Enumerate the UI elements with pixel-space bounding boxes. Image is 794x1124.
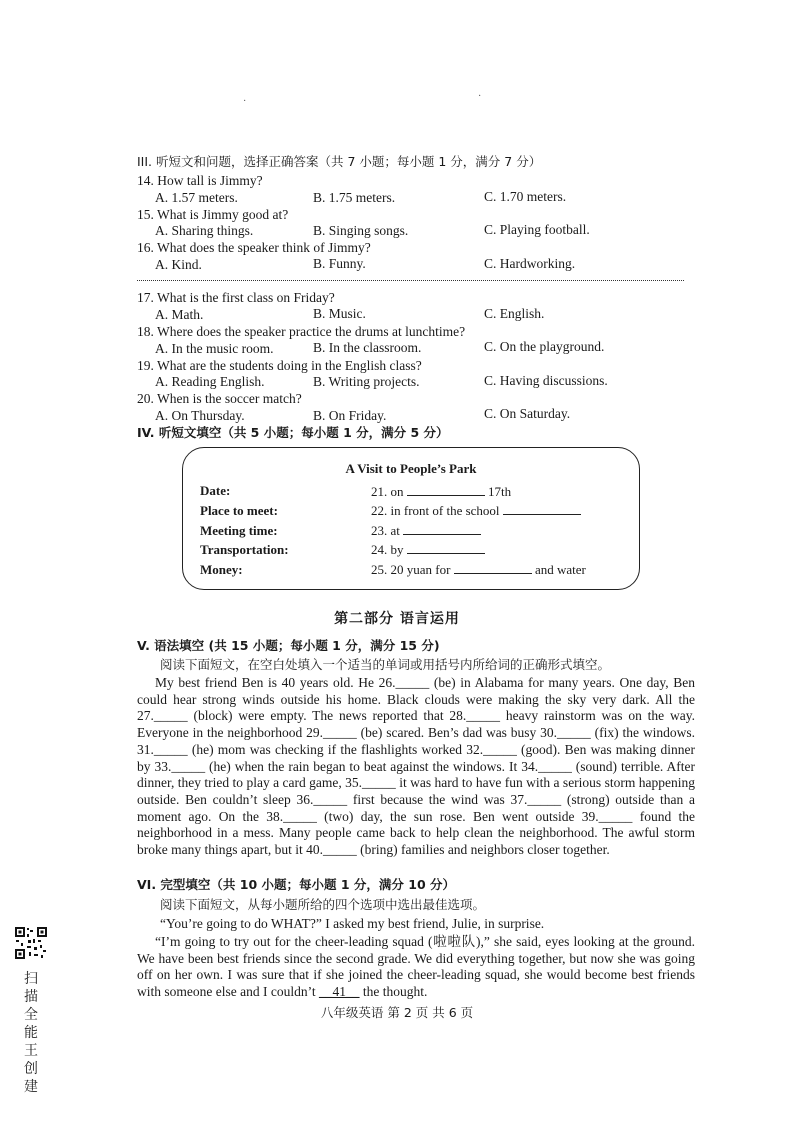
option-b: B. Singing songs. — [313, 223, 409, 238]
option-b: B. On Friday. — [313, 408, 387, 423]
box-heading: A Visit to People’s Park — [345, 461, 477, 476]
option-c: C. On the playground. — [484, 339, 605, 354]
label-transportation: Transportation: — [200, 542, 289, 557]
question-20: 20. When is the soccer match? — [137, 391, 302, 406]
question-15: 15. What is Jimmy good at? — [137, 207, 289, 222]
option-c: C. Playing football. — [484, 222, 590, 237]
label-money: Money: — [200, 562, 243, 577]
option-c: C. English. — [484, 306, 545, 321]
option-c: C. 1.70 meters. — [484, 189, 567, 204]
section5-instruction: 阅读下面短文，在空白处填入一个适当的单词或用括号内所给词的正确形式填空。 — [160, 657, 611, 672]
scanner-watermark: 扫描全能王 创建 — [24, 971, 38, 1095]
cloze-paragraph-2: “I’m going to try out for the cheer-leading squad (啦啦队),” she said, eyes looking at the ground. We have been best friends since the second grade. We did everything together, but now she was going off on her own. I was sure that if she joined the cheer-leading squad, she would become best friends with someone else and I couldn’t __41__ the thought. — [137, 934, 695, 1000]
grammar-passage: My best friend Ben is 40 years old. He 26._____ (be) in Alabama for many years. One day, Ben could hear strong winds outside his home. Black clouds were making the sky very dark. All the 27._____ (block) were empty. The news reported that 28._____ heavy rainstorm was on the way. Everyone in the neighborhood 29._____ (be) scared. Ben’s dad was busy 30._____ (fix) the windows. 31._____ (he) mom was checking if the flashlights worked 32._____ (good). Ben was making dinner by 33._____ (he) when the rain began to beat against the windows. It 34._____ (sound) terrible. After dinner, they tried to play a card game, 35._____ it was hard to have fun with a serious storm happening outside. Ben couldn’t sleep 36._____ first because the wind was 37._____ (strong) outside than a moment ago. On the 38._____ (two) day, the sun rose. Ben went outside 39._____ found the neighborhood in a mess. Many people came back to help clean the neighborhood. The awful storm broke many things apart, but it 40._____ (bring) families and neighbors closer together. — [137, 675, 695, 858]
dotted-divider — [137, 280, 684, 281]
question-16: 16. What does the speaker think of Jimmy? — [137, 240, 371, 255]
blank-23: 23. at — [371, 522, 481, 539]
option-a: A. Kind. — [155, 257, 202, 272]
blank-24: 24. by — [371, 541, 485, 558]
option-a: A. Sharing things. — [155, 223, 254, 238]
option-a: A. 1.57 meters. — [155, 190, 238, 205]
cloze-paragraph-1: “You’re going to do WHAT?” I asked my best friend, Julie, in surprise. — [160, 916, 545, 931]
answer-line — [503, 502, 581, 515]
option-b: B. Writing projects. — [313, 374, 420, 389]
page-footer: 八年级英语 第 2 页 共 6 页 — [320, 1005, 474, 1020]
question-18: 18. Where does the speaker practice the drums at lunchtime? — [137, 324, 466, 339]
section4-title: IV. 听短文填空（共 5 小题；每小题 1 分，满分 5 分） — [137, 425, 449, 440]
answer-line — [407, 541, 485, 554]
option-a: A. Math. — [155, 307, 204, 322]
section6-instruction: 阅读下面短文，从每小题所给的四个选项中选出最佳选项。 — [160, 897, 486, 912]
label-place: Place to meet: — [200, 503, 278, 518]
scan-speck: · — [243, 96, 247, 107]
option-a: A. Reading English. — [155, 374, 265, 389]
question-14: 14. How tall is Jimmy? — [137, 173, 263, 188]
option-c: C. Having discussions. — [484, 373, 608, 388]
blank-21: 21. on 17th — [371, 484, 512, 499]
option-b: B. In the classroom. — [313, 340, 422, 355]
section3-title: III. 听短文和问题，选择正确答案（共 7 小题；每小题 1 分，满分 7 分） — [137, 154, 542, 169]
option-a: A. On Thursday. — [155, 408, 245, 423]
blank-25: 25. 20 yuan for and water — [371, 562, 586, 577]
question-19: 19. What are the students doing in the English class? — [137, 358, 422, 373]
answer-line — [403, 522, 481, 535]
option-b: B. Funny. — [313, 256, 366, 271]
option-b: B. 1.75 meters. — [313, 190, 396, 205]
option-a: A. In the music room. — [155, 341, 274, 356]
section5-title: V. 语法填空 (共 15 小题；每小题 1 分，满分 15 分) — [137, 638, 440, 653]
option-c: C. Hardworking. — [484, 256, 576, 271]
scan-speck: · — [478, 91, 482, 102]
option-c: C. On Saturday. — [484, 406, 571, 421]
blank-22: 22. in front of the school — [371, 502, 581, 519]
blank-41: __41__ — [318, 984, 360, 1000]
answer-line — [407, 483, 485, 496]
label-date: Date: — [200, 483, 231, 498]
question-17: 17. What is the first class on Friday? — [137, 290, 335, 305]
answer-line — [454, 561, 532, 574]
option-b: B. Music. — [313, 306, 366, 321]
qr-code-icon — [14, 926, 48, 960]
notes-box — [182, 447, 640, 590]
part2-title: 第二部分 语言运用 — [334, 611, 460, 627]
label-meeting-time: Meeting time: — [200, 523, 278, 538]
section6-title: VI. 完型填空（共 10 小题；每小题 1 分，满分 10 分） — [137, 877, 456, 892]
